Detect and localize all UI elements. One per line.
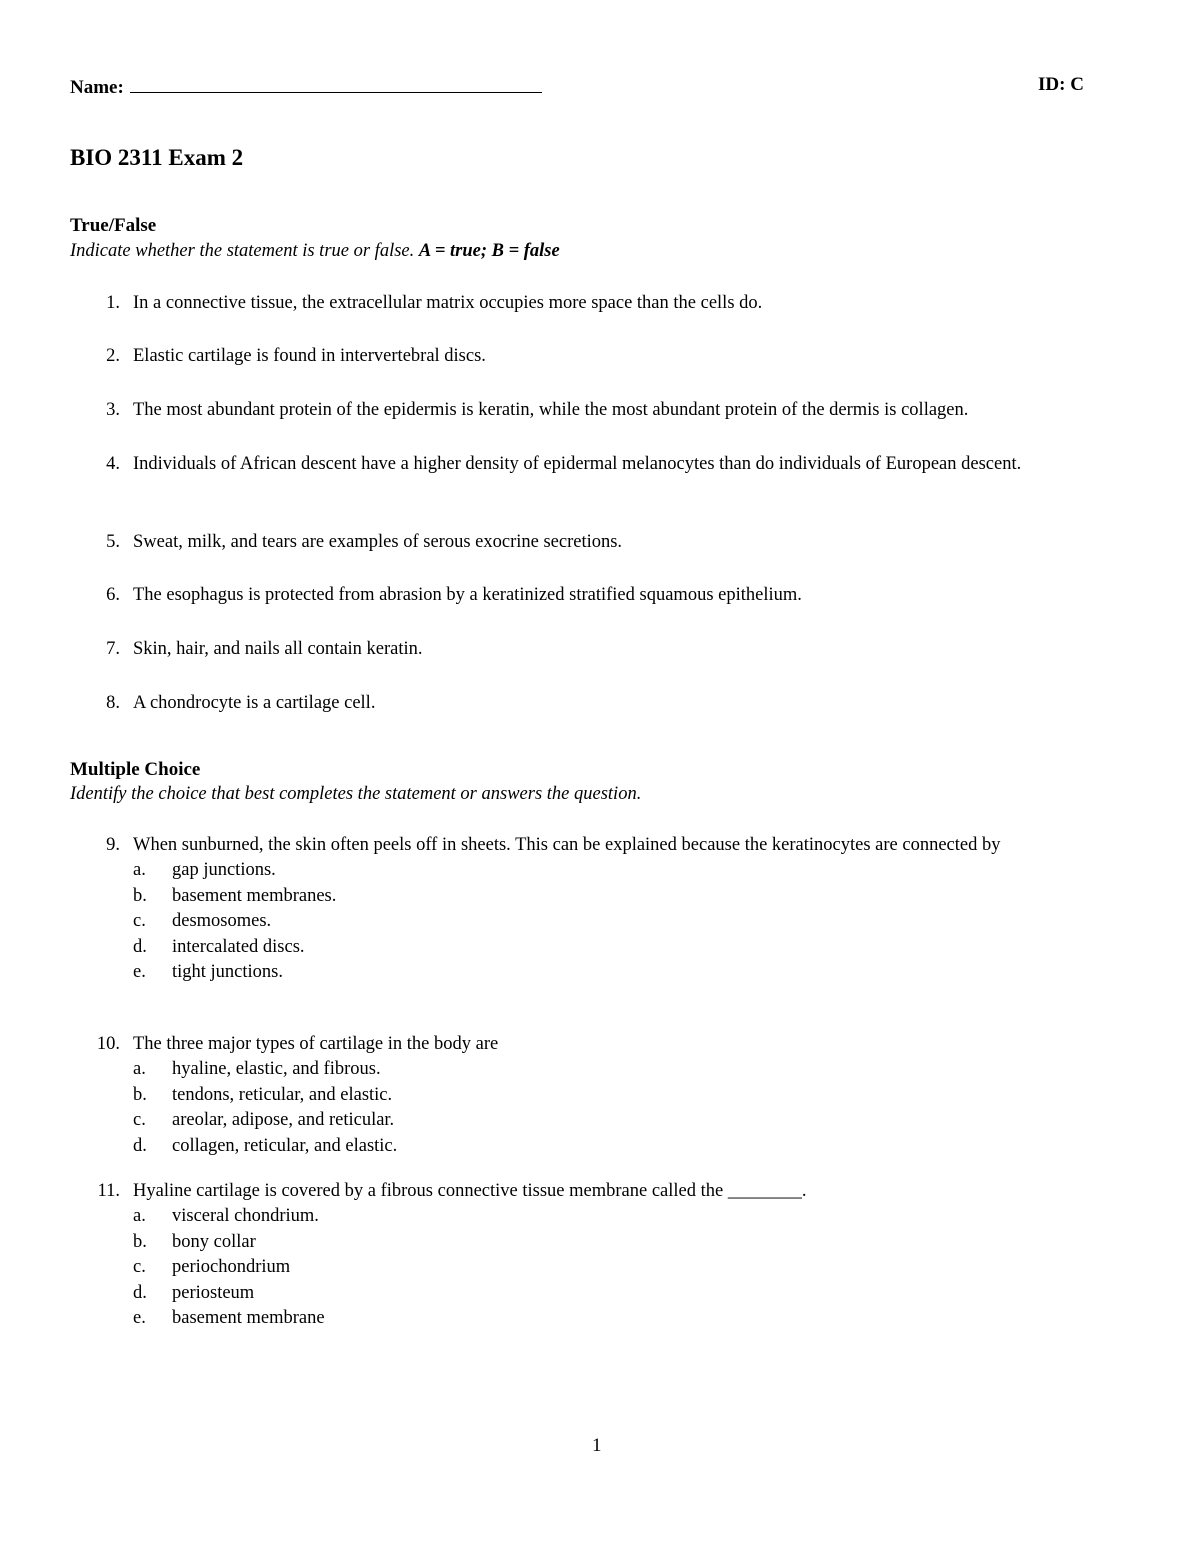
question-text: When sunburned, the skin often peels off in sheets. This can be explained because the keratinocytes are connected by	[133, 835, 1001, 855]
name-field	[70, 74, 542, 99]
answer-choice[interactable]	[133, 1204, 1133, 1230]
answer-choice[interactable]	[133, 909, 1073, 935]
answer-choice[interactable]	[133, 1083, 1133, 1109]
choice-letter: d.	[133, 1282, 147, 1303]
question-number: 2.	[106, 346, 120, 366]
question-text: Hyaline cartilage is covered by a fibrous connective tissue membrane called the ________.	[133, 1181, 807, 1201]
answer-choice[interactable]	[133, 1306, 1133, 1332]
answer-choice[interactable]	[133, 858, 1073, 884]
choice-text: periosteum	[172, 1282, 255, 1303]
choice-letter: c.	[133, 1257, 146, 1277]
choice-letter: b.	[133, 1084, 147, 1105]
choice-text: bony collar	[172, 1231, 256, 1252]
question-number: 1.	[106, 293, 120, 313]
choice-letter: a.	[133, 1059, 146, 1079]
question-text: Individuals of African descent have a higher density of epidermal melanocytes than do individuals of European descent.	[133, 454, 1022, 474]
question-text: Sweat, milk, and tears are examples of serous exocrine secretions.	[133, 532, 623, 552]
choice-letter: d.	[133, 1135, 147, 1156]
question-body	[133, 1178, 1133, 1332]
answer-choice[interactable]	[133, 1108, 1133, 1134]
question-number: 10.	[96, 1034, 120, 1054]
question-body	[133, 832, 1073, 986]
true-false-answer-key: A = true; B = false	[418, 241, 560, 261]
name-label: Name:	[70, 77, 124, 98]
choice-letter: a.	[133, 1206, 146, 1226]
question-number: 7.	[106, 639, 120, 659]
choice-text: gap junctions.	[172, 860, 276, 880]
question-text: The three major types of cartilage in the body are	[133, 1034, 499, 1054]
true-false-instruction	[70, 241, 560, 262]
question-number: 9.	[106, 835, 120, 855]
choice-text: basement membrane	[172, 1308, 325, 1328]
choice-letter: c.	[133, 911, 146, 931]
question-text: The most abundant protein of the epidermis is keratin, while the most abundant protein of the dermis is collagen.	[133, 400, 969, 420]
answer-choice[interactable]	[133, 1281, 1133, 1307]
choice-letter: a.	[133, 860, 146, 880]
question-number: 8.	[106, 693, 120, 713]
answer-choices	[133, 1204, 1133, 1332]
question-body	[133, 1031, 1133, 1159]
answer-choice[interactable]	[133, 960, 1073, 986]
exam-title: BIO 2311 Exam 2	[70, 145, 244, 170]
exam-id: ID: C	[1038, 74, 1084, 95]
answer-choice[interactable]	[133, 1057, 1133, 1083]
choice-text: desmosomes.	[172, 911, 272, 931]
choice-text: intercalated discs.	[172, 936, 305, 957]
question-number: 4.	[106, 454, 120, 474]
question-number: 11.	[97, 1181, 120, 1201]
question-text: In a connective tissue, the extracellular matrix occupies more space than the cells do.	[133, 293, 763, 313]
choice-letter: b.	[133, 1231, 147, 1252]
answer-choice[interactable]	[133, 1230, 1133, 1256]
question-number: 5.	[106, 532, 120, 552]
choice-text: areolar, adipose, and reticular.	[172, 1110, 395, 1130]
question-text: Elastic cartilage is found in intervertebral discs.	[133, 346, 486, 366]
page-number: 1	[592, 1435, 602, 1456]
question-number: 3.	[106, 400, 120, 420]
choice-letter: c.	[133, 1110, 146, 1130]
choice-text: periochondrium	[172, 1257, 291, 1277]
answer-choices	[133, 1057, 1133, 1159]
name-blank-line[interactable]	[130, 74, 542, 93]
question-text: A chondrocyte is a cartilage cell.	[133, 693, 376, 713]
choice-text: hyaline, elastic, and fibrous.	[172, 1059, 381, 1079]
answer-choice[interactable]	[133, 884, 1073, 910]
choice-letter: e.	[133, 962, 146, 982]
question-text: Skin, hair, and nails all contain keratin.	[133, 639, 423, 659]
multiple-choice-instruction: Identify the choice that best completes the statement or answers the question.	[70, 784, 642, 804]
answer-choice[interactable]	[133, 1255, 1133, 1281]
choice-text: collagen, reticular, and elastic.	[172, 1135, 398, 1156]
question-number: 6.	[106, 585, 120, 605]
choice-text: tendons, reticular, and elastic.	[172, 1084, 393, 1105]
choice-letter: b.	[133, 885, 147, 906]
choice-text: tight junctions.	[172, 962, 283, 982]
true-false-instruction-text: Indicate whether the statement is true or false.	[70, 241, 415, 261]
answer-choices	[133, 858, 1073, 986]
choice-text: visceral chondrium.	[172, 1206, 319, 1226]
true-false-heading: True/False	[70, 215, 157, 236]
choice-letter: d.	[133, 936, 147, 957]
choice-letter: e.	[133, 1308, 146, 1328]
multiple-choice-heading: Multiple Choice	[70, 759, 201, 780]
question-text: The esophagus is protected from abrasion by a keratinized stratified squamous epithelium.	[133, 585, 802, 605]
answer-choice[interactable]	[133, 1134, 1133, 1160]
choice-text: basement membranes.	[172, 885, 337, 906]
answer-choice[interactable]	[133, 935, 1073, 961]
